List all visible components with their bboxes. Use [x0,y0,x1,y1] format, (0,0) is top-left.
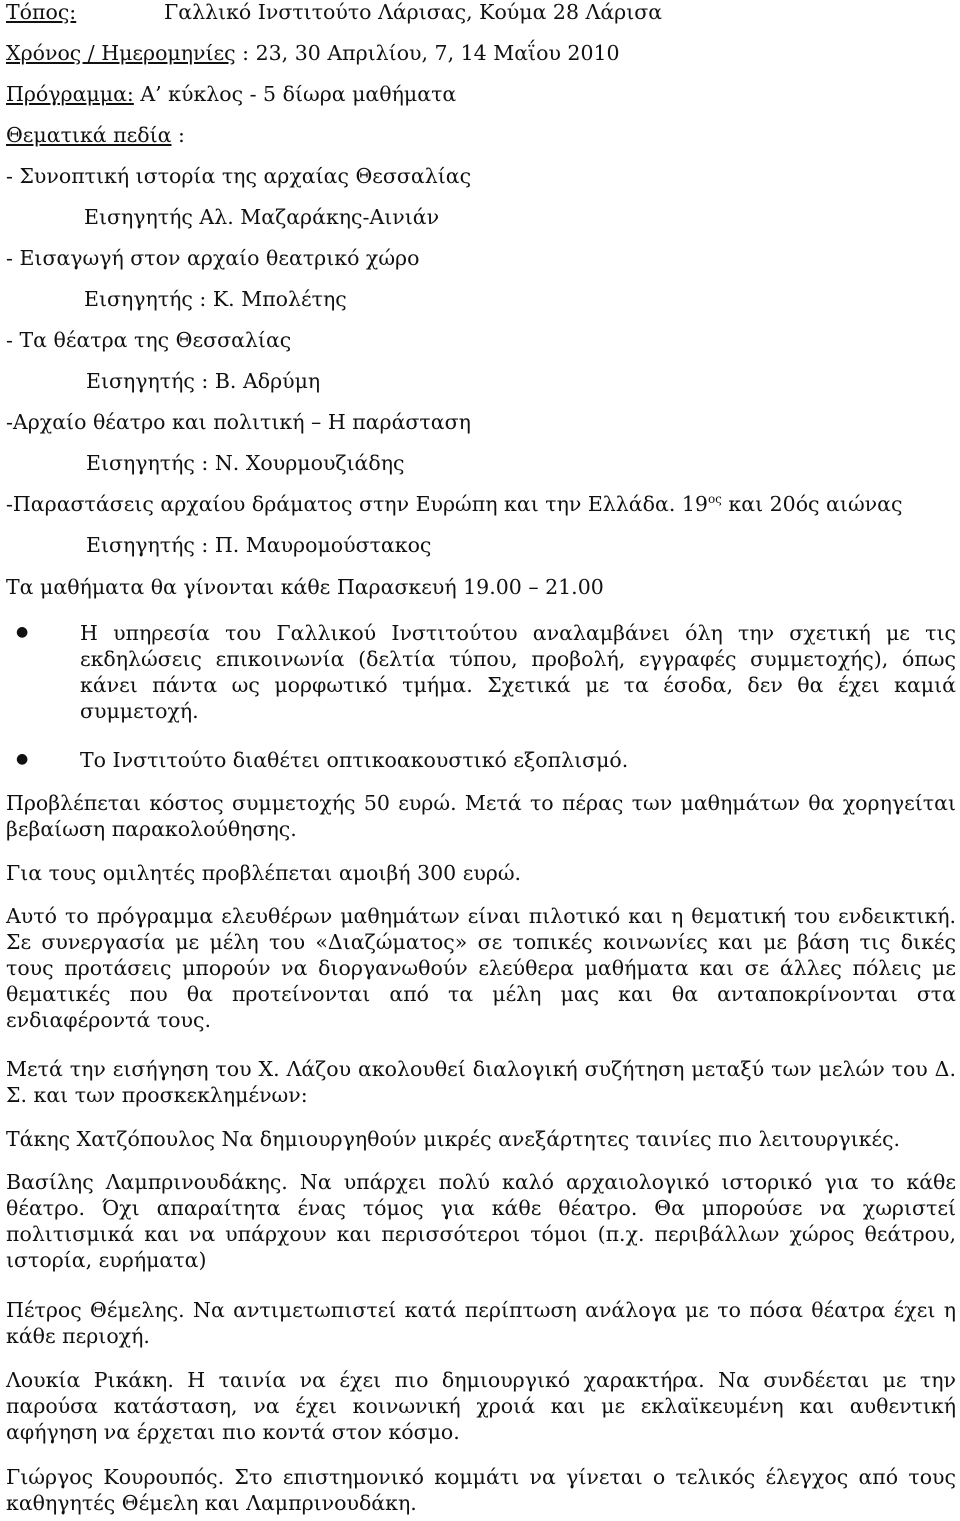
topic-speaker: Εισηγητής : Κ. Μπολέτης [84,287,347,311]
schedule-text: Τα μαθήματα θα γίνονται κάθε Παρασκευή 19.00 – 21.00 [6,575,604,599]
paragraph: Πέτρος Θέμελης. Να αντιμετωπιστεί κατά περίπτωση ανάλογα με το πόσα θέατρα έχει η κάθε περιοχή. [6,1298,956,1348]
fields-row [6,123,185,148]
paragraph: Λουκία Ρικάκη. Η ταινία να έχει πιο δημιουργικό χαρακτήρα. Να συνδέεται με την παρούσα κατάσταση, να έχει κοινωνική χροιά και με εκλαϊκευμένη και αυθεντική αφήγηση να έρχεται πιο κοντά στον κόσμο. [6,1368,956,1444]
bullet-item [6,620,956,726]
topic-title-5 [6,492,902,517]
topic-speaker: Εισηγητής : Ν. Χουρμουζιάδης [86,451,405,475]
bullet-text: Η υπηρεσία του Γαλλικού Ινστιτούτου αναλαμβάνει όλη την σχετική με τις εκδηλώσεις επικοινωνία (δελτία τύπου, προβολή, εγγραφές συμμετοχής), όπως κάνει πάντα ως μορφωτικό τμήμα. Σχετικά με τα έσοδα, δεν θα έχει καμιά συμμετοχή. [80,621,956,723]
place-label: Τόπος: [6,0,77,24]
paragraph: Μετά την εισήγηση του Χ. Λάζου ακολουθεί διαλογική συζήτηση μεταξύ των μελών του Δ. Σ. και των προσκεκλημένων: [6,1057,956,1107]
bullet-text: Το Ινστιτούτο διαθέτει οπτικοακουστικό εξοπλισμό. [80,748,629,772]
bullet-item [6,747,956,773]
fields-colon: : [171,123,185,147]
place-row [6,0,662,25]
paragraph: Βασίλης Λαμπρινουδάκης. Να υπάρχει πολύ καλό αρχαιολογικό ιστορικό για το κάθε θέατρο. Όχι απαραίτητα ένας τόμος για κάθε θέατρο. Θα μπορούσε να χωριστεί πολιτισμικά και να υπάρχουν και περισσότεροι τόμοι (π.χ. περιβάλλων χώρος θεάτρου, ιστορία, ευρήματα) [6,1170,956,1272]
topic-title: - Εισαγωγή στον αρχαίο θεατρικό χώρο [6,246,420,270]
time-value: : 23, 30 Απριλίου, 7, 14 Μαΐου 2010 [242,41,620,65]
program-label: Πρόγραμμα: [6,82,134,106]
topic-title: - Τα θέατρα της Θεσσαλίας [6,328,292,352]
topic5-title-a: -Παραστάσεις αρχαίου δράματος στην Ευρώπη και την Ελλάδα. 19 [6,492,708,516]
program-value: Α’ κύκλος - 5 δίωρα μαθήματα [133,82,457,106]
topic-speaker: Εισηγητής : Π. Μαυρομούστακος [86,533,432,557]
paragraph: Τάκης Χατζόπουλος Να δημιουργηθούν μικρές ανεξάρτητες ταινίες πιο λειτουργικές. [6,1127,901,1151]
time-label: Χρόνος / Ημερομηνίες [6,41,236,65]
topic-speaker: Εισηγητής Αλ. Μαζαράκης-Αινιάν [84,205,440,229]
bullet-dot-icon: ● [16,751,29,767]
topic5-title-b: και 20ός αιώνας [721,492,903,516]
program-row [6,82,456,107]
topic-title: -Αρχαίο θέατρο και πολιτική – Η παράσταση [6,410,471,434]
topic-speaker: Εισηγητής : Β. Αδρύμη [86,369,321,393]
paragraph: Για τους ομιλητές προβλέπεται αμοιβή 300 ευρώ. [6,861,522,885]
paragraph: Αυτό το πρόγραμμα ελευθέρων μαθημάτων είναι πιλοτικό και η θεματική του ενδεικτική. Σε συνεργασία με μέλη του «Διαζώματος» σε τοπικές κοινωνίες και με βάση τις δικές τους προτάσεις μπορούν να διοργανωθούν ελεύθερα μαθήματα και σε άλλες πόλεις με θεματικές που θα προτείνονται από τα μέλη μας και θα ανταποκρίνονται στα ενδιαφέροντά τους. [6,904,956,1032]
paragraph: Προβλέπεται κόστος συμμετοχής 50 ευρώ. Μετά το πέρας των μαθημάτων θα χορηγείται βεβαίωση παρακολούθησης. [6,791,956,841]
place-value: Γαλλικό Ινστιτούτο Λάρισας, Κούμα 28 Λάρισα [164,0,663,24]
bullet-dot-icon: ● [16,624,29,640]
time-row [6,41,620,66]
topic-title: - Συνοπτική ιστορία της αρχαίας Θεσσαλίας [6,164,472,188]
paragraph: Γιώργος Κουρουπός. Στο επιστημονικό κομμάτι να γίνεται ο τελικός έλεγχος από τους καθηγητές Θέμελη και Λαμπρινουδάκη. [6,1465,956,1515]
topic5-superscript: ος [707,492,722,506]
fields-label: Θεματικά πεδία [6,123,172,147]
